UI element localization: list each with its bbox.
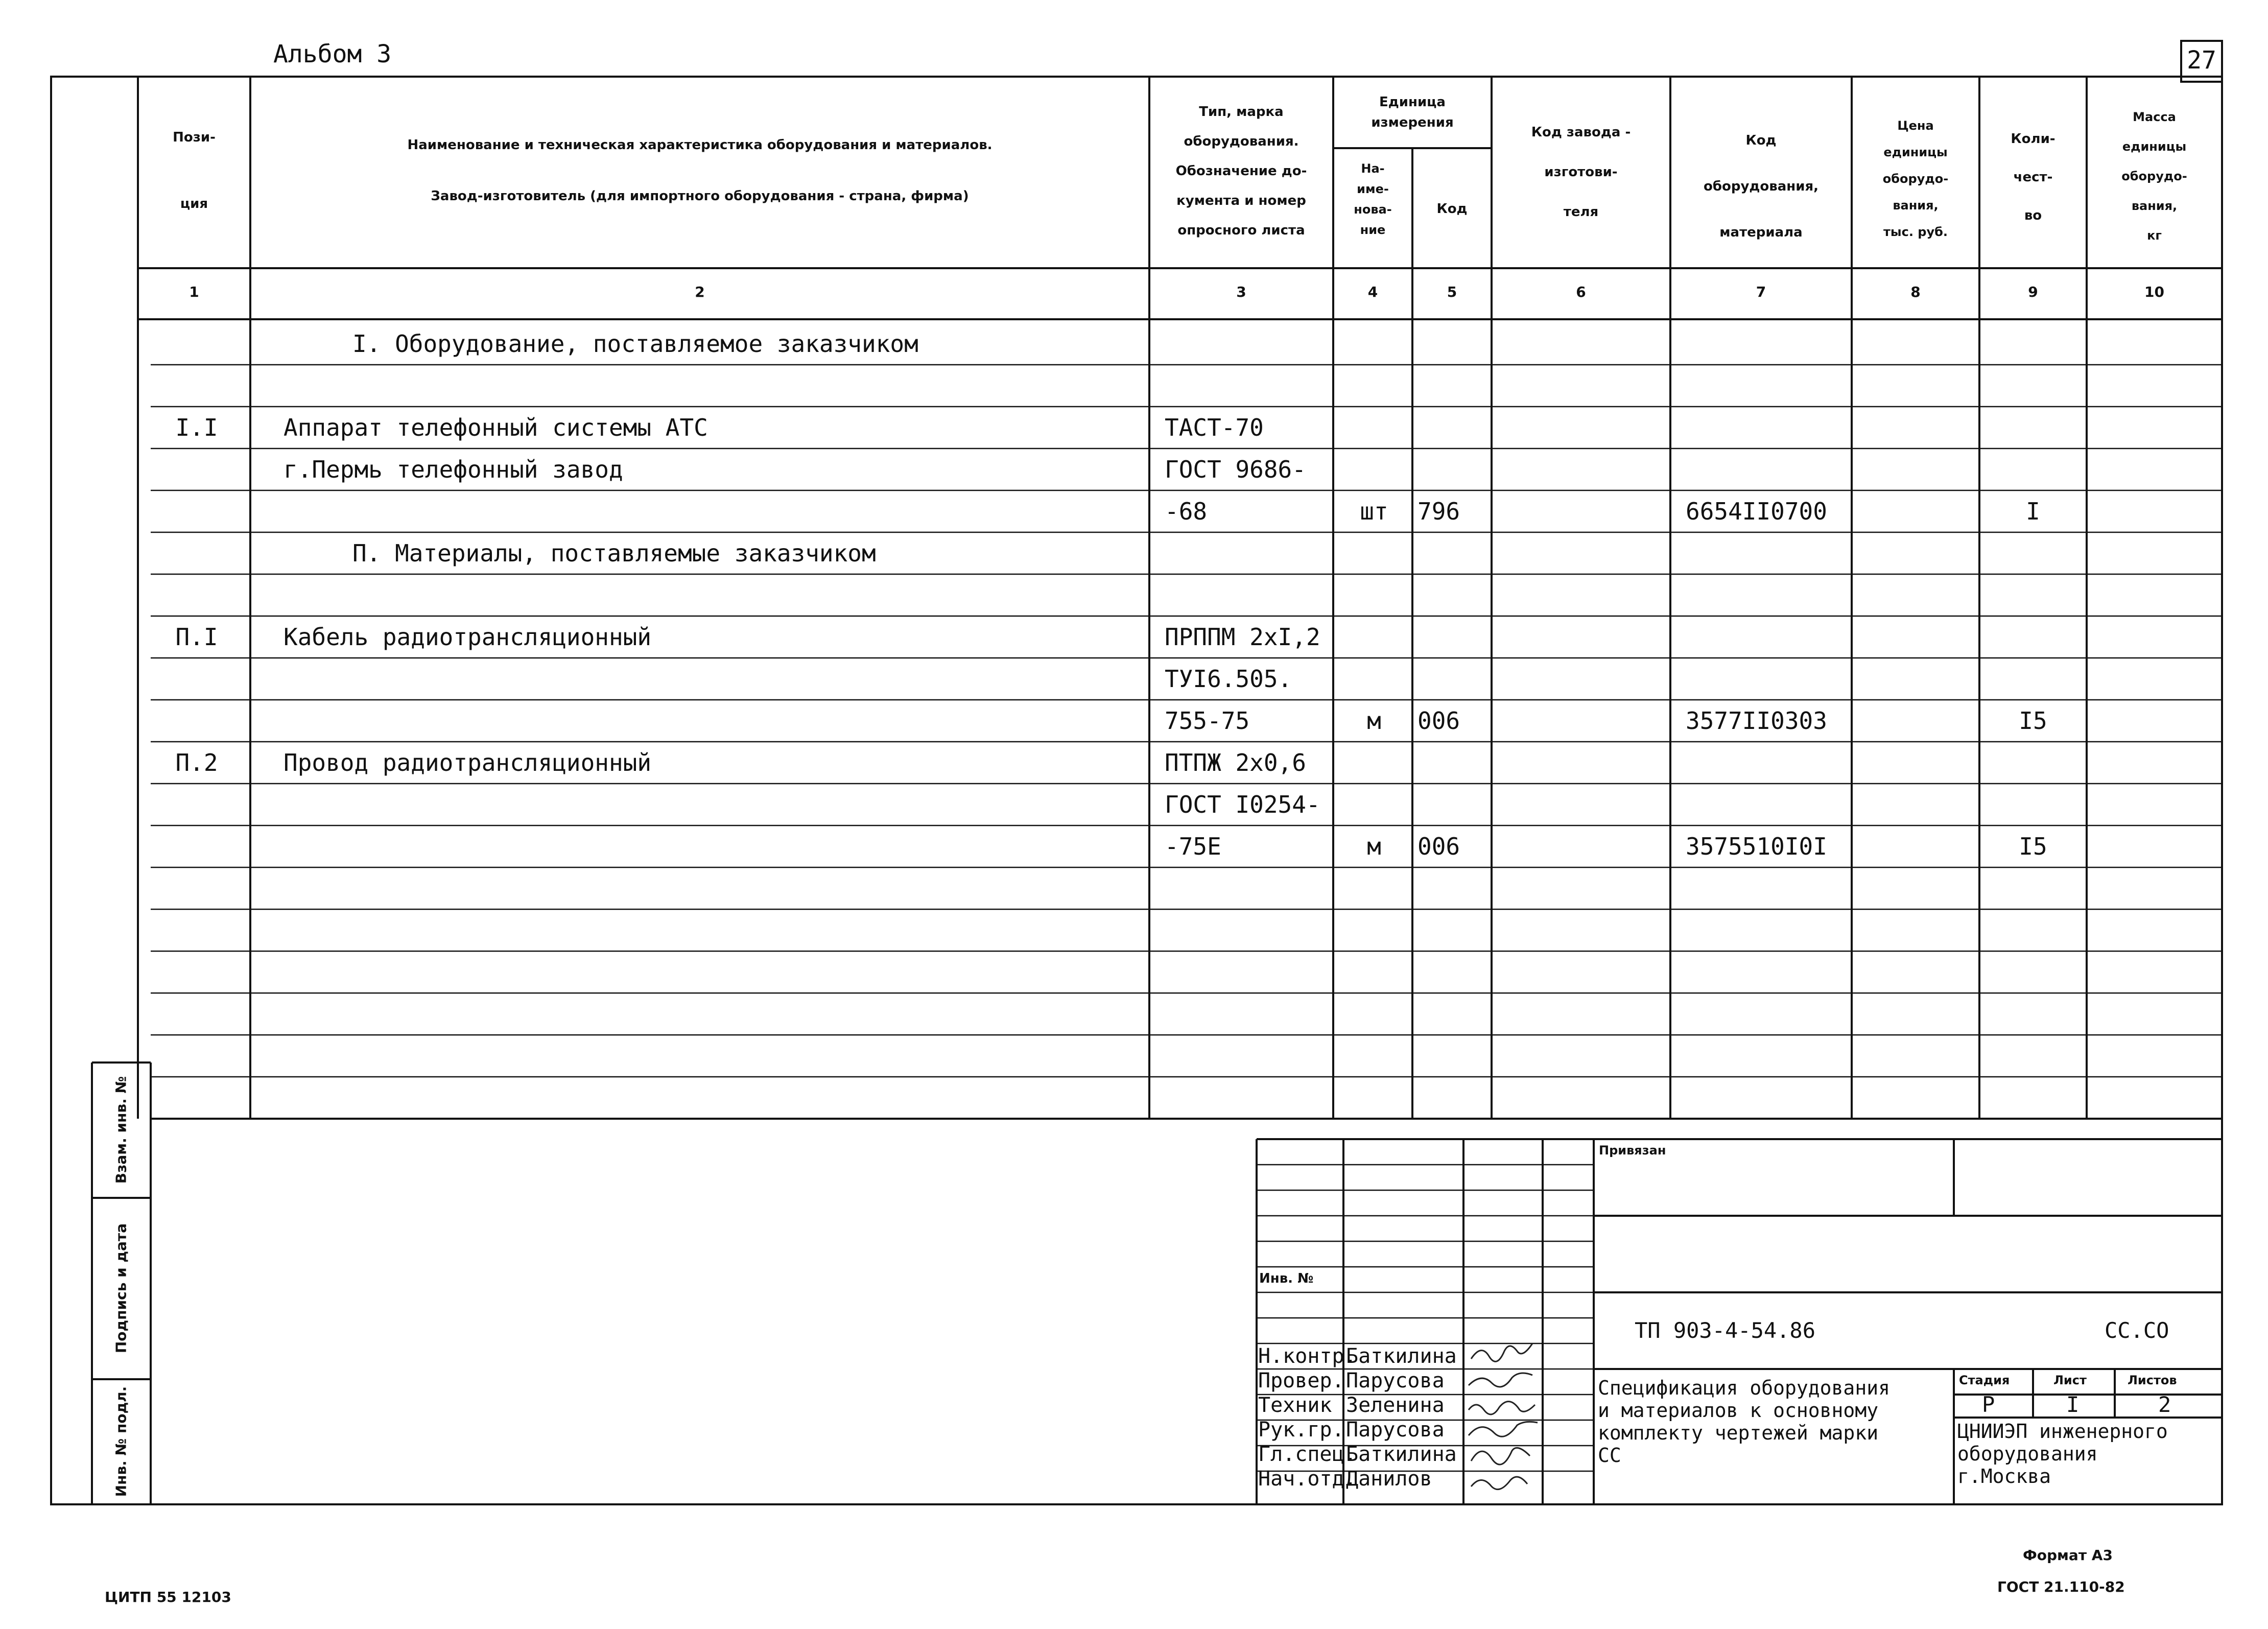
- stamp-signer-role: Техник: [1258, 1394, 1332, 1417]
- stamp-signer-role: Рук.гр.: [1258, 1418, 1344, 1442]
- column-number-1: 1: [189, 284, 199, 300]
- stamp-org-line: г.Москва: [1957, 1465, 2051, 1488]
- row-type: ПРППМ 2хI,2: [1165, 623, 1320, 651]
- header-type-line-3: Обозначение до-: [1175, 163, 1307, 179]
- header-price-line-1: Цена: [1897, 119, 1934, 133]
- row-name: Кабель радиотрансляционный: [284, 623, 652, 651]
- row-type: -75Е: [1165, 833, 1221, 860]
- header-material-code-line-1: Код: [1745, 133, 1777, 148]
- column-number-8: 8: [1910, 284, 1921, 300]
- column-number-7: 7: [1756, 284, 1766, 300]
- signatures: [1469, 1343, 1538, 1490]
- header-factory-code-line-1: Код завода -: [1531, 125, 1631, 140]
- header-type: [1149, 97, 1333, 245]
- row-type: -68: [1165, 498, 1208, 525]
- row-type: ПТПЖ 2х0,6: [1165, 749, 1306, 776]
- album-label: Альбом 3: [273, 40, 392, 68]
- stamp-signer-name: Зеленина: [1346, 1394, 1445, 1417]
- header-mass-line-1: Масса: [2133, 110, 2176, 124]
- footer-gost: ГОСТ 21.110-82: [1997, 1578, 2125, 1595]
- stamp-inv-no: Инв. №: [1259, 1271, 1314, 1286]
- header-material-code-line-2: оборудования,: [1703, 179, 1819, 194]
- row-unit: м: [1367, 833, 1381, 860]
- header-name-line2: Завод-изготовитель (для импортного оборудования - страна, фирма): [431, 188, 969, 204]
- header-pos-line2: ция: [180, 196, 208, 211]
- row-material-code: 6654II0700: [1686, 498, 1827, 525]
- header-mass-line-4: вания,: [2131, 199, 2178, 213]
- row-unit: шт: [1360, 498, 1388, 525]
- stamp-mark: СС.СО: [2105, 1318, 2169, 1343]
- header-price: [1852, 112, 1979, 245]
- header-material-code-line-3: материала: [1719, 225, 1803, 240]
- header-type-line-4: кумента и номер: [1176, 193, 1306, 208]
- column-number-2: 2: [695, 284, 705, 300]
- stamp-sheets: 2: [2158, 1392, 2171, 1417]
- stamp-doc-code: ТП 903-4-54.86: [1635, 1318, 1816, 1343]
- stamp-sheet-label: Лист: [2053, 1373, 2087, 1387]
- header-unit-name-line-1: На-: [1361, 161, 1385, 176]
- header-price-line-3: оборудо-: [1882, 172, 1949, 186]
- header-unit-name-line-4: ние: [1360, 223, 1386, 237]
- header-name-line1: Наименование и техническая характеристика оборудования и материалов.: [407, 137, 993, 153]
- header-mass-line-3: оборудо-: [2121, 169, 2187, 183]
- stamp-org-line: ЦНИИЭП инженерного: [1957, 1420, 2168, 1443]
- stamp-signer-name: Баткилина: [1346, 1344, 1457, 1368]
- header-quantity-line-2: чест-: [2013, 170, 2053, 185]
- row-type: ТУI6.505.: [1165, 665, 1292, 693]
- column-number-4: 4: [1367, 284, 1378, 300]
- row-name: П. Материалы, поставляемые заказчиком: [352, 539, 876, 567]
- row-position: П.I: [175, 623, 218, 651]
- row-unit-code: 796: [1418, 498, 1460, 525]
- column-number-10: 10: [2144, 284, 2164, 300]
- header-mass-line-5: кг: [2147, 228, 2162, 243]
- stamp-sheet: I: [2066, 1392, 2080, 1417]
- header-mass: [2087, 102, 2222, 250]
- header-material-code: [1670, 117, 1852, 255]
- header-mass-line-2: единицы: [2122, 139, 2187, 154]
- row-quantity: I5: [2019, 707, 2047, 735]
- column-number-9: 9: [2028, 284, 2038, 300]
- footer-print-code: ЦИТП 55 12103: [105, 1589, 231, 1606]
- column-number-3: 3: [1236, 284, 1246, 300]
- footer-format: Формат А3: [2023, 1547, 2113, 1564]
- header-pos-line1: Пози-: [173, 130, 216, 145]
- stamp-sheets-label: Листов: [2128, 1373, 2177, 1387]
- page-number: 27: [2187, 46, 2216, 75]
- header-type-line-2: оборудования.: [1184, 134, 1299, 149]
- row-position: I.I: [175, 414, 218, 441]
- row-quantity: I5: [2019, 833, 2047, 860]
- header-quantity-line-1: Коли-: [2011, 131, 2056, 147]
- header-unit-line2: измерения: [1371, 115, 1454, 130]
- stamp-org-line: оборудования: [1957, 1443, 2098, 1465]
- header-type-line-1: Тип, марка: [1199, 104, 1284, 120]
- stamp-stage-label: Стадия: [1959, 1373, 2010, 1387]
- side-label-inv-orig: Инв. № подл.: [112, 1386, 130, 1497]
- stamp-title-line: комплекту чертежей марки: [1598, 1422, 1879, 1444]
- header-type-line-5: опросного листа: [1177, 223, 1305, 238]
- row-position: П.2: [175, 749, 218, 776]
- header-price-line-4: вания,: [1893, 198, 1939, 213]
- row-material-code: 3575510I0I: [1686, 833, 1827, 860]
- stamp-signer-role: Провер.: [1258, 1369, 1344, 1392]
- header-factory-code: [1492, 112, 1670, 232]
- row-unit-code: 006: [1418, 833, 1460, 860]
- row-name: Провод радиотрансляционный: [284, 749, 652, 776]
- header-unit-name-line-3: нова-: [1354, 202, 1392, 217]
- row-name: г.Пермь телефонный завод: [284, 456, 623, 483]
- header-price-line-2: единицы: [1883, 145, 1948, 159]
- header-price-line-5: тыс. руб.: [1883, 225, 1948, 239]
- stamp-signer-name: Парусова: [1346, 1369, 1445, 1392]
- header-quantity-line-3: во: [2024, 208, 2042, 223]
- header-unit-name: [1333, 158, 1412, 240]
- stamp-title-line: СС: [1598, 1444, 1621, 1467]
- row-material-code: 3577II0303: [1686, 707, 1827, 735]
- stamp-title-line: Спецификация оборудования: [1598, 1377, 1890, 1399]
- row-quantity: I: [2026, 498, 2040, 525]
- header-quantity: [1979, 120, 2087, 235]
- header-unit-code: Код: [1436, 201, 1468, 217]
- stamp-stage: Р: [1982, 1392, 1995, 1417]
- row-unit-code: 006: [1418, 707, 1460, 735]
- row-type: ГОСТ I0254-: [1165, 791, 1320, 818]
- stamp-signer-role: Н.контр.: [1258, 1344, 1357, 1368]
- header-unit-line1: Единица: [1379, 95, 1446, 110]
- row-type: 755-75: [1165, 707, 1250, 735]
- stamp-signer-name: Данилов: [1346, 1467, 1432, 1491]
- stamp-title-line: и материалов к основному: [1598, 1399, 1879, 1422]
- header-unit-name-line-2: име-: [1357, 182, 1389, 196]
- column-number-5: 5: [1447, 284, 1457, 300]
- row-type: ТАСТ-70: [1165, 414, 1264, 441]
- header-factory-code-line-3: теля: [1563, 204, 1599, 220]
- column-number-6: 6: [1576, 284, 1586, 300]
- stamp-signer-name: Баткилина: [1346, 1443, 1457, 1466]
- stamp-signer-name: Парусова: [1346, 1418, 1445, 1442]
- row-name: Аппарат телефонный системы АТС: [284, 414, 708, 441]
- side-label-sign-date: Подпись и дата: [112, 1223, 130, 1354]
- side-label-replaced-inv: Взам. инв. №: [112, 1076, 130, 1184]
- stamp-signer-role: Нач.отд.: [1258, 1467, 1357, 1491]
- stamp-signer-role: Гл.спец.: [1258, 1443, 1357, 1466]
- row-unit: м: [1367, 707, 1381, 735]
- row-name: I. Оборудование, поставляемое заказчиком: [352, 330, 918, 358]
- header-factory-code-line-2: изготови-: [1544, 164, 1618, 180]
- row-type: ГОСТ 9686-: [1165, 456, 1306, 483]
- stamp-privyazan: Привязан: [1599, 1143, 1666, 1158]
